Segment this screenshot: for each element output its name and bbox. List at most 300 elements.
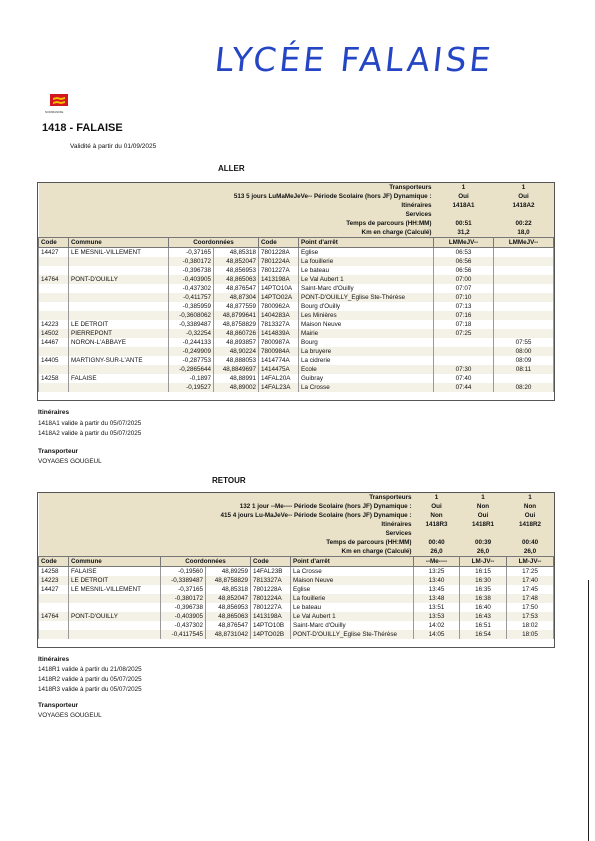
departure-time	[494, 275, 554, 284]
aller-header-value: Oui	[494, 192, 554, 201]
table-row	[39, 347, 554, 356]
table-row	[39, 302, 554, 311]
commune-name	[69, 603, 161, 612]
aller-header-row	[39, 219, 554, 228]
retour-header-value: 26,0	[507, 547, 554, 557]
retour-section-title: RETOUR	[212, 476, 246, 485]
retour-header-value: 1418R1	[460, 520, 507, 529]
stop-name: Maison Neuve	[299, 320, 434, 329]
retour-timetable	[38, 493, 554, 639]
commune-name: NORON-L'ABBAYE	[69, 338, 169, 347]
stop-code: 14PTO02B	[251, 630, 291, 639]
table-row	[39, 293, 554, 302]
aller-header-label: Km en charge (Calculé)	[39, 228, 434, 238]
latitude: 48,852047	[206, 594, 251, 603]
commune-code	[39, 347, 69, 356]
stop-name: Le bateau	[299, 266, 434, 275]
commune-name	[69, 594, 161, 603]
aller-timetable	[38, 183, 554, 392]
table-row	[39, 248, 554, 258]
retour-header-row	[39, 502, 554, 511]
stop-name: Maison Neuve	[291, 576, 414, 585]
retour-header-row	[39, 538, 554, 547]
longitude: -0,437302	[161, 621, 206, 630]
retour-header-value: Non	[507, 502, 554, 511]
latitude: 48,8849697	[214, 365, 259, 374]
latitude: 48,8799641	[214, 311, 259, 320]
retour-header-value	[460, 529, 507, 538]
aller-header-row	[39, 228, 554, 238]
table-row	[39, 630, 554, 639]
retour-header-value: 1418R2	[507, 520, 554, 529]
retour-colhead-coords: Coordonnées	[161, 557, 251, 567]
aller-header-value: 00:51	[434, 219, 494, 228]
commune-name: MARTIGNY-SUR-L'ANTE	[69, 356, 169, 365]
retour-transporteur-label: Transporteur	[38, 702, 79, 709]
departure-time: 13:45	[414, 585, 460, 594]
latitude: 48,860726	[214, 329, 259, 338]
commune-code	[39, 603, 69, 612]
table-row	[39, 594, 554, 603]
commune-code: 14502	[39, 329, 69, 338]
table-row	[39, 356, 554, 365]
departure-time: 17:45	[507, 585, 554, 594]
departure-time: 17:53	[507, 612, 554, 621]
stop-code: 14FAL20A	[259, 374, 299, 383]
table-row	[39, 275, 554, 284]
longitude: -0,19560	[161, 567, 206, 577]
stop-code: 7800984A	[259, 347, 299, 356]
departure-time	[494, 266, 554, 275]
aller-header-label: 513 5 jours LuMaMeJeVe-- Période Scolaire (hors JF) Dynamique :	[39, 192, 434, 201]
retour-itineraire-line: 1418R1 valide à partir du 21/08/2025	[38, 666, 142, 673]
retour-colhead-code: Code	[39, 557, 69, 567]
longitude: -0,403905	[161, 612, 206, 621]
aller-itineraire-line: 1418A2 valide à partir du 05/07/2025	[38, 430, 142, 437]
commune-code	[39, 293, 69, 302]
commune-name	[69, 630, 161, 639]
longitude: -0,244133	[169, 338, 214, 347]
stop-code: 1414475A	[259, 365, 299, 374]
table-row	[39, 329, 554, 338]
commune-code	[39, 257, 69, 266]
retour-header-row	[39, 493, 554, 502]
retour-header-value: Oui	[460, 511, 507, 520]
logo-caption: NORMANDIE	[45, 110, 64, 114]
stop-code: 7801228A	[259, 248, 299, 258]
departure-time: 06:56	[434, 266, 494, 275]
stop-name: Le bateau	[291, 603, 414, 612]
retour-header-label: 132 1 jour --Me---- Période Scolaire (hors JF) Dynamique :	[39, 502, 414, 511]
aller-column-headers	[39, 238, 554, 248]
aller-header-value: 18,0	[494, 228, 554, 238]
commune-name: PONT-D'OUILLY	[69, 275, 169, 284]
departure-time: 16:35	[460, 585, 507, 594]
longitude: -0,380172	[169, 257, 214, 266]
departure-time: 13:48	[414, 594, 460, 603]
longitude: -0,411757	[169, 293, 214, 302]
stop-code: 7801224A	[259, 257, 299, 266]
aller-colhead-service: LMMeJV--	[434, 238, 494, 248]
stop-code: 7813327A	[251, 576, 291, 585]
aller-header-label: Transporteurs	[39, 183, 434, 192]
retour-header-value: Oui	[414, 502, 460, 511]
table-row	[39, 585, 554, 594]
departure-time	[434, 356, 494, 365]
stop-name: Le Val Aubert 1	[299, 275, 434, 284]
commune-name: PIERREPONT	[69, 329, 169, 338]
retour-column-headers	[39, 557, 554, 567]
retour-header-row	[39, 547, 554, 557]
commune-code	[39, 594, 69, 603]
departure-time: 16:30	[460, 576, 507, 585]
commune-name	[69, 311, 169, 320]
aller-header-row	[39, 210, 554, 219]
table-row	[39, 576, 554, 585]
commune-name	[69, 293, 169, 302]
aller-header-row	[39, 183, 554, 192]
retour-header-value	[414, 529, 460, 538]
commune-name: FALAISE	[69, 374, 169, 383]
scan-edge-line	[588, 580, 589, 841]
retour-header-label: Temps de parcours (HH:MM)	[39, 538, 414, 547]
longitude: -0,37165	[161, 585, 206, 594]
commune-name: PONT-D'OUILLY	[69, 612, 161, 621]
stop-code: 7801224A	[251, 594, 291, 603]
aller-itineraires-label: Itinéraires	[38, 409, 70, 416]
stop-code: 1404283A	[259, 311, 299, 320]
departure-time	[494, 293, 554, 302]
retour-itineraire-line: 1418R3 valide à partir du 05/07/2025	[38, 686, 142, 693]
retour-header-value: 00:40	[507, 538, 554, 547]
aller-header-value	[434, 210, 494, 219]
departure-time: 07:13	[434, 302, 494, 311]
stop-code: 7800987A	[259, 338, 299, 347]
latitude: 48,876547	[206, 621, 251, 630]
aller-colhead-coords: Coordonnées	[169, 238, 259, 248]
commune-name: LE MESNIL-VILLEMENT	[69, 248, 169, 258]
longitude: -0,287753	[169, 356, 214, 365]
commune-code	[39, 302, 69, 311]
commune-code: 14467	[39, 338, 69, 347]
retour-header-value: 26,0	[460, 547, 507, 557]
latitude: 48,876547	[214, 284, 259, 293]
departure-time	[494, 320, 554, 329]
departure-time: 18:02	[507, 621, 554, 630]
commune-name	[69, 347, 169, 356]
stop-name: La cidrerie	[299, 356, 434, 365]
latitude: 48,8758829	[214, 320, 259, 329]
aller-header-value: 1418A1	[434, 201, 494, 210]
stop-code: 14FAL23B	[251, 567, 291, 577]
latitude: 48,888053	[214, 356, 259, 365]
table-row	[39, 284, 554, 293]
stop-name: La Crosse	[291, 567, 414, 577]
stop-name: Guibray	[299, 374, 434, 383]
table-row	[39, 266, 554, 275]
commune-name: FALAISE	[69, 567, 161, 577]
departure-time: 17:40	[507, 576, 554, 585]
retour-header-label: Itinéraires	[39, 520, 414, 529]
retour-colhead-service: LM-JV--	[460, 557, 507, 567]
commune-code	[39, 284, 69, 293]
departure-time: 08:20	[494, 383, 554, 392]
stop-name: Le Val Aubert 1	[291, 612, 414, 621]
table-row	[39, 257, 554, 266]
departure-time: 06:56	[434, 257, 494, 266]
retour-header-label: 415 4 jours Lu-MaJeVe-- Période Scolaire (hors JF) Dynamique :	[39, 511, 414, 520]
retour-header-label: Km en charge (Calculé)	[39, 547, 414, 557]
table-row	[39, 612, 554, 621]
commune-name	[69, 284, 169, 293]
document-title: 1418 - FALAISE	[42, 122, 123, 134]
longitude: -0,32254	[169, 329, 214, 338]
retour-header-value: Non	[460, 502, 507, 511]
retour-header-value: Non	[414, 511, 460, 520]
departure-time: 16:43	[460, 612, 507, 621]
commune-code: 14427	[39, 248, 69, 258]
departure-time: 13:40	[414, 576, 460, 585]
longitude: -0,403905	[169, 275, 214, 284]
commune-code	[39, 266, 69, 275]
departure-time: 07:16	[434, 311, 494, 320]
commune-name: LE MESNIL-VILLEMENT	[69, 585, 161, 594]
stop-code: 7801227A	[251, 603, 291, 612]
departure-time	[494, 329, 554, 338]
longitude: -0,380172	[161, 594, 206, 603]
retour-itineraires-label: Itinéraires	[38, 656, 70, 663]
stop-name: Saint-Marc d'Ouilly	[291, 621, 414, 630]
departure-time: 07:07	[434, 284, 494, 293]
aller-header-value	[494, 210, 554, 219]
latitude: 48,85318	[214, 248, 259, 258]
departure-time: 07:10	[434, 293, 494, 302]
aller-colhead-stop-code: Code	[259, 238, 299, 248]
retour-header-label: Services	[39, 529, 414, 538]
departure-time: 17:50	[507, 603, 554, 612]
commune-name	[69, 621, 161, 630]
departure-time: 16:54	[460, 630, 507, 639]
retour-colhead-service: LM-JV--	[507, 557, 554, 567]
commune-code	[39, 630, 69, 639]
retour-header-value: 00:39	[460, 538, 507, 547]
stop-name: Ecole	[299, 365, 434, 374]
stop-name: Mairie	[299, 329, 434, 338]
departure-time: 16:51	[460, 621, 507, 630]
longitude: -0,396738	[169, 266, 214, 275]
longitude: -0,385959	[169, 302, 214, 311]
table-row	[39, 374, 554, 383]
commune-name	[69, 266, 169, 275]
retour-header-value: 1	[460, 493, 507, 502]
table-row	[39, 603, 554, 612]
commune-name	[69, 365, 169, 374]
stop-code: 14PTO10A	[259, 284, 299, 293]
longitude: -0,437302	[169, 284, 214, 293]
longitude: -0,3608062	[169, 311, 214, 320]
commune-code	[39, 383, 69, 392]
aller-header-value: 1	[494, 183, 554, 192]
departure-time: 16:38	[460, 594, 507, 603]
latitude: 48,8758829	[206, 576, 251, 585]
retour-colhead-stop-code: Code	[251, 557, 291, 567]
retour-header-row	[39, 511, 554, 520]
retour-transporteur-name: VOYAGES GOUGEUL	[38, 712, 102, 719]
retour-header-row	[39, 529, 554, 538]
commune-code: 14223	[39, 576, 69, 585]
stop-name: Bourg d'Ouilly	[299, 302, 434, 311]
stop-name: Eglise	[299, 248, 434, 258]
aller-colhead-stop: Point d'arrêt	[299, 238, 434, 248]
departure-time	[434, 338, 494, 347]
longitude: -0,249909	[169, 347, 214, 356]
latitude: 48,89002	[214, 383, 259, 392]
departure-time: 13:51	[414, 603, 460, 612]
latitude: 48,865063	[214, 275, 259, 284]
retour-header-value: Oui	[507, 511, 554, 520]
departure-time: 08:00	[494, 347, 554, 356]
table-row	[39, 311, 554, 320]
stop-name: Bourg	[299, 338, 434, 347]
latitude: 48,856953	[206, 603, 251, 612]
departure-time: 07:25	[434, 329, 494, 338]
stop-code: 7801228A	[251, 585, 291, 594]
retour-header-label: Transporteurs	[39, 493, 414, 502]
stop-name: PONT-D'OUILLY_Eglise Ste-Thérèse	[291, 630, 414, 639]
table-row	[39, 383, 554, 392]
table-row	[39, 338, 554, 347]
retour-colhead-service: --Me----	[414, 557, 460, 567]
aller-section-title: ALLER	[218, 164, 245, 173]
commune-code: 14427	[39, 585, 69, 594]
longitude: -0,3389487	[161, 576, 206, 585]
retour-header-value: 1	[507, 493, 554, 502]
handwritten-title: LYCÉE FALAISE	[212, 40, 496, 79]
departure-time: 17:48	[507, 594, 554, 603]
normandie-logo	[48, 92, 70, 108]
longitude: -0,19527	[169, 383, 214, 392]
aller-colhead-commune: Commune	[69, 238, 169, 248]
departure-time: 17:25	[507, 567, 554, 577]
latitude: 48,90224	[214, 347, 259, 356]
departure-time: 16:40	[460, 603, 507, 612]
departure-time: 08:11	[494, 365, 554, 374]
longitude: -0,37165	[169, 248, 214, 258]
retour-header-value: 26,0	[414, 547, 460, 557]
table-row	[39, 567, 554, 577]
stop-code: 1413198A	[251, 612, 291, 621]
latitude: 48,893857	[214, 338, 259, 347]
stop-code: 1414774A	[259, 356, 299, 365]
latitude: 48,877559	[214, 302, 259, 311]
departure-time: 16:15	[460, 567, 507, 577]
departure-time: 07:55	[494, 338, 554, 347]
validity-date: Validité à partir du 01/09/2025	[70, 143, 157, 150]
departure-time: 07:40	[434, 374, 494, 383]
latitude: 48,852047	[214, 257, 259, 266]
commune-name	[69, 257, 169, 266]
commune-code: 14258	[39, 567, 69, 577]
aller-header-value: 1	[434, 183, 494, 192]
retour-header-value: 1	[414, 493, 460, 502]
stop-code: 1413198A	[259, 275, 299, 284]
commune-code	[39, 365, 69, 374]
latitude: 48,89259	[206, 567, 251, 577]
stop-name: Saint-Marc d'Ouilly	[299, 284, 434, 293]
departure-time: 07:18	[434, 320, 494, 329]
latitude: 48,85318	[206, 585, 251, 594]
latitude: 48,88991	[214, 374, 259, 383]
aller-header-row	[39, 192, 554, 201]
longitude: -0,2865644	[169, 365, 214, 374]
longitude: -0,4117545	[161, 630, 206, 639]
aller-header-label: Temps de parcours (HH:MM)	[39, 219, 434, 228]
stop-code: 7800962A	[259, 302, 299, 311]
commune-code: 14764	[39, 275, 69, 284]
retour-header-row	[39, 520, 554, 529]
stop-name: Les Minières	[299, 311, 434, 320]
departure-time: 14:02	[414, 621, 460, 630]
retour-itineraire-line: 1418R2 valide à partir du 05/07/2025	[38, 676, 142, 683]
departure-time: 18:05	[507, 630, 554, 639]
departure-time: 08:09	[494, 356, 554, 365]
departure-time: 14:05	[414, 630, 460, 639]
commune-code: 14764	[39, 612, 69, 621]
departure-time	[494, 302, 554, 311]
stop-code: 14FAL23A	[259, 383, 299, 392]
stop-name: La bruyere	[299, 347, 434, 356]
retour-colhead-commune: Commune	[69, 557, 161, 567]
departure-time: 06:53	[434, 248, 494, 258]
latitude: 48,856953	[214, 266, 259, 275]
aller-header-label: Itinéraires	[39, 201, 434, 210]
table-row	[39, 365, 554, 374]
departure-time	[494, 311, 554, 320]
departure-time: 07:00	[434, 275, 494, 284]
aller-colhead-service: LMMeJV--	[494, 238, 554, 248]
departure-time	[494, 257, 554, 266]
stop-code: 7801227A	[259, 266, 299, 275]
aller-header-value: 31,2	[434, 228, 494, 238]
departure-time	[434, 347, 494, 356]
stop-name: PONT-D'OUILLY_Eglise Ste-Thérèse	[299, 293, 434, 302]
longitude: -0,1897	[169, 374, 214, 383]
retour-header-value: 00:40	[414, 538, 460, 547]
commune-code	[39, 621, 69, 630]
commune-name: LE DETROIT	[69, 576, 161, 585]
stop-code: 14PTO02A	[259, 293, 299, 302]
retour-colhead-stop: Point d'arrêt	[291, 557, 414, 567]
latitude: 48,865063	[206, 612, 251, 621]
latitude: 48,8731042	[206, 630, 251, 639]
departure-time: 07:30	[434, 365, 494, 374]
aller-colhead-code: Code	[39, 238, 69, 248]
aller-header-value: Oui	[434, 192, 494, 201]
commune-code: 14258	[39, 374, 69, 383]
commune-code: 14405	[39, 356, 69, 365]
aller-header-value: 00:22	[494, 219, 554, 228]
stop-name: Eglise	[291, 585, 414, 594]
stop-name: La Crosse	[299, 383, 434, 392]
aller-header-row	[39, 201, 554, 210]
table-row	[39, 621, 554, 630]
aller-header-label: Services	[39, 210, 434, 219]
aller-itineraire-line: 1418A1 valide à partir du 05/07/2025	[38, 420, 142, 427]
stop-code: 7813327A	[259, 320, 299, 329]
stop-name: La fouillerie	[291, 594, 414, 603]
departure-time	[494, 374, 554, 383]
commune-code	[39, 311, 69, 320]
